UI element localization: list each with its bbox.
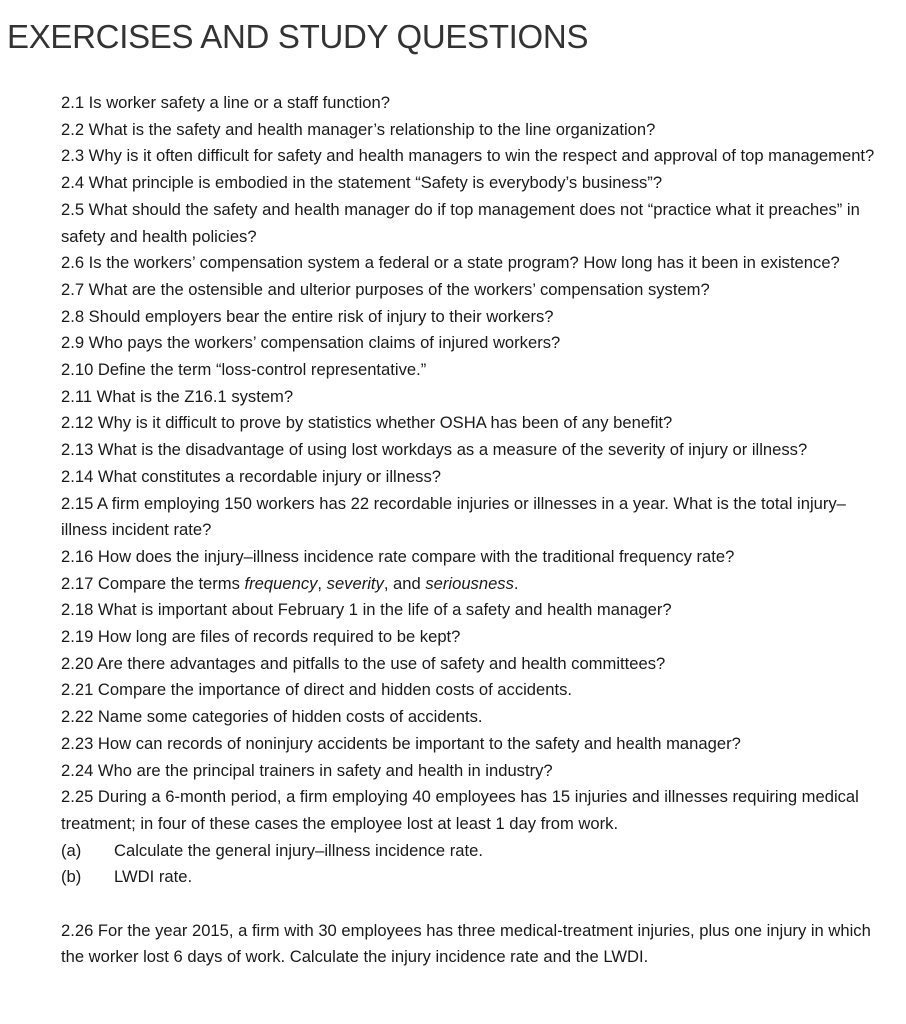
question-2-25: 2.25 During a 6-month period, a firm employing 40 employees has 15 injuries and illnesses requiring medical treatment; in four of these cases the employee lost at least 1 day from work. [61, 787, 859, 833]
question-2-3: 2.3 Why is it often difficult for safety and health managers to win the respect and approval of top management? [61, 146, 875, 166]
question-2-1: 2.1 Is worker safety a line or a staff function? [61, 93, 390, 112]
question-2-7: 2.7 What are the ostensible and ulterior purposes of the workers’ compensation system? [61, 279, 710, 299]
question-2-21: 2.21 Compare the importance of direct and hidden costs of accidents. [61, 680, 573, 700]
question-2-26: 2.26 For the year 2015, a firm with 30 employees has three medical-treatment injuries, plus one injury in which the worker lost 6 days of work. Calculate the injury incidence rate and the LWDI. [61, 920, 871, 967]
question-2-9: 2.9 Who pays the workers’ compensation claims of injured workers? [61, 333, 561, 353]
question-2-17-suffix: . [513, 573, 519, 593]
question-2-16: 2.16 How does the injury–illness incidence rate compare with the traditional frequency rate? [61, 546, 735, 566]
question-2-24: 2.24 Who are the principal trainers in safety and health in industry? [61, 760, 553, 780]
question-2-17-sep1: , [317, 573, 327, 593]
spacer [61, 891, 881, 918]
term-frequency: frequency [244, 573, 318, 593]
part-text: Calculate the general injury–illness incidence rate. [114, 840, 483, 860]
question-2-17 [61, 571, 881, 598]
part-text: LWDI rate. [114, 867, 193, 887]
question-2-23: 2.23 How can records of noninjury accidents be important to the safety and health manager? [61, 733, 741, 753]
question-2-25-part-b [61, 864, 881, 891]
question-2-19: 2.19 How long are files of records required to be kept? [61, 627, 461, 647]
question-2-20: 2.20 Are there advantages and pitfalls to the use of safety and health committees? [61, 653, 666, 673]
question-2-2: 2.2 What is the safety and health manager’s relationship to the line organization? [61, 119, 656, 139]
question-2-12: 2.12 Why is it difficult to prove by statistics whether OSHA has been of any benefit? [61, 413, 673, 433]
page-title: EXERCISES AND STUDY QUESTIONS [7, 18, 589, 55]
part-letter: (b) [61, 867, 82, 887]
question-2-6: 2.6 Is the workers’ compensation system a federal or a state program? How long has it been in existence? [61, 253, 840, 273]
question-2-11: 2.11 What is the Z16.1 system? [61, 386, 294, 406]
question-2-4: 2.4 What principle is embodied in the statement “Safety is everybody’s business”? [61, 173, 663, 193]
term-severity: severity [326, 573, 384, 593]
question-2-8: 2.8 Should employers bear the entire risk of injury to their workers? [61, 306, 554, 326]
part-letter: (a) [61, 840, 82, 860]
question-2-5: 2.5 What should the safety and health manager do if top management does not “practice what it preaches” in safety and health policies? [61, 199, 860, 246]
term-seriousness: seriousness [425, 573, 514, 593]
question-2-10: 2.10 Define the term “loss-control representative.” [61, 360, 427, 380]
question-list [61, 90, 881, 971]
question-2-17-prefix: 2.17 Compare the terms [61, 573, 245, 593]
question-2-18: 2.18 What is important about February 1 in the life of a safety and health manager? [61, 600, 672, 620]
question-2-13: 2.13 What is the disadvantage of using lost workdays as a measure of the severity of injury or illness? [61, 440, 808, 460]
question-2-22: 2.22 Name some categories of hidden costs of accidents. [61, 707, 483, 727]
question-2-17-sep2: , and [383, 573, 426, 593]
question-2-14: 2.14 What constitutes a recordable injury or illness? [61, 466, 442, 486]
question-2-15: 2.15 A firm employing 150 workers has 22 recordable injuries or illnesses in a year. What is the total injury–illness incident rate? [61, 493, 846, 540]
question-2-25-part-a [61, 838, 881, 865]
